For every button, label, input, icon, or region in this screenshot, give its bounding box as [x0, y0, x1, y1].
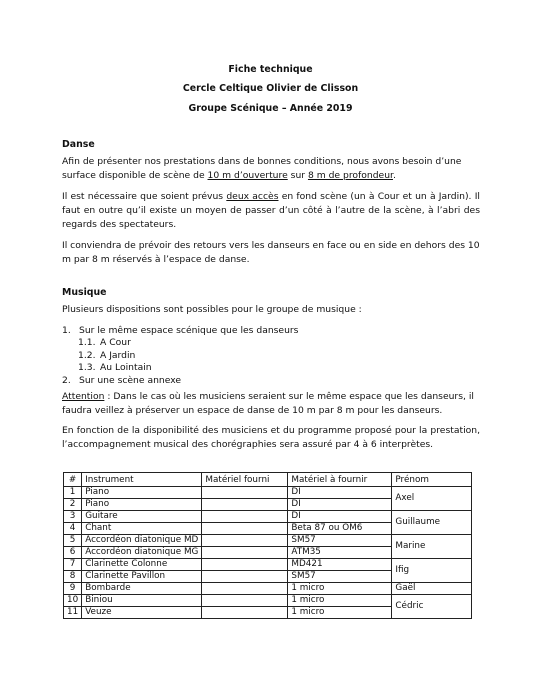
- list-text: A Cour: [100, 337, 131, 349]
- cell-instrument: Bombarde: [82, 583, 202, 595]
- list-number: 1.2.: [78, 349, 96, 361]
- cell-materiel-fourni: [202, 511, 288, 523]
- cell-instrument: Piano: [82, 487, 202, 499]
- cell-materiel-a-fournir: DI: [288, 499, 392, 511]
- cell-instrument: Accordéon diatonique MD: [82, 535, 202, 547]
- cell-materiel-a-fournir: DI: [288, 487, 392, 499]
- cell-instrument: Piano: [82, 499, 202, 511]
- table-row: [64, 583, 472, 595]
- table-row: [64, 535, 472, 547]
- text-run: sur: [287, 170, 308, 182]
- cell-materiel-fourni: [202, 571, 288, 583]
- cell-prenom: Marine: [392, 535, 472, 559]
- text-run: .: [392, 170, 396, 182]
- cell-prenom: Cédric: [392, 595, 472, 619]
- text-run: Afin de présenter nos prestations dans de bonnes conditions, nous avons besoin d’une surface disponible de scène de: [62, 156, 462, 182]
- attention-label: Attention: [62, 391, 105, 402]
- list-number: 1.1.: [78, 337, 96, 349]
- list-item: [62, 375, 482, 387]
- cell-instrument: Biniou: [82, 595, 202, 607]
- cell-materiel-fourni: [202, 535, 288, 547]
- underlined-text: 10 m d’ouverture: [207, 170, 288, 182]
- list-item: [62, 325, 482, 337]
- technical-table: [63, 472, 472, 619]
- attention-paragraph: [62, 390, 480, 418]
- cell-instrument: Veuze: [82, 607, 202, 619]
- table-row: [64, 595, 472, 607]
- cell-materiel-fourni: [202, 595, 288, 607]
- cell-num: 4: [64, 523, 82, 535]
- cell-prenom: Ifig: [392, 559, 472, 583]
- cell-materiel-a-fournir: 1 micro: [288, 607, 392, 619]
- cell-instrument: Chant: [82, 523, 202, 535]
- cell-materiel-a-fournir: 1 micro: [288, 595, 392, 607]
- cell-materiel-fourni: [202, 487, 288, 499]
- underlined-text: deux accès: [226, 191, 279, 202]
- cell-materiel-a-fournir: ATM35: [288, 547, 392, 559]
- cell-instrument: Clarinette Pavillon: [82, 571, 202, 583]
- list-text: A Jardin: [100, 349, 136, 361]
- cell-materiel-fourni: [202, 607, 288, 619]
- cell-prenom: Axel: [392, 487, 472, 511]
- underlined-text: 8 m de profondeur: [307, 170, 393, 182]
- text-run: : Dans le cas où les musiciens seraient sur le même espace que les danseurs, il faudra veillez à préserver un espace de danse de 10 m par 8 m pour les danseurs.: [62, 391, 474, 417]
- table-row: [64, 559, 472, 571]
- cell-materiel-a-fournir: SM57: [288, 535, 392, 547]
- cell-num: 8: [64, 571, 82, 583]
- cell-materiel-a-fournir: Beta 87 ou OM6: [288, 523, 392, 535]
- header-materiel-a-fournir: Matériel à fournir: [288, 473, 392, 487]
- doc-subtitle-association: Cercle Celtique Olivier de Clisson: [182, 83, 359, 94]
- cell-num: 9: [64, 583, 82, 595]
- section-heading-musique: Musique: [62, 287, 107, 298]
- doc-title: Fiche technique: [228, 64, 313, 75]
- cell-num: 11: [64, 607, 82, 619]
- musique-options-list: [62, 325, 482, 387]
- cell-num: 10: [64, 595, 82, 607]
- header-instrument: Instrument: [82, 473, 202, 487]
- danse-paragraph-2: [62, 190, 480, 233]
- cell-materiel-fourni: [202, 499, 288, 511]
- section-heading-danse: Danse: [62, 139, 95, 150]
- table-header-row: [64, 473, 472, 487]
- cell-materiel-fourni: [202, 523, 288, 535]
- list-number: 2.: [62, 374, 71, 386]
- cell-materiel-a-fournir: MD421: [288, 559, 392, 571]
- danse-paragraph-3: Il conviendra de prévoir des retours vers les danseurs en face ou en side en dehors des 10 m par 8 m réservés à l’espace de danse.: [62, 240, 480, 266]
- table-row: [64, 487, 472, 499]
- list-subitem: [62, 337, 482, 349]
- cell-num: 6: [64, 547, 82, 559]
- cell-materiel-a-fournir: DI: [288, 511, 392, 523]
- list-subitem: [62, 362, 482, 374]
- list-number: 1.3.: [78, 362, 96, 374]
- musique-intro: Plusieurs dispositions sont possibles pour le groupe de musique :: [62, 304, 362, 315]
- cell-materiel-fourni: [202, 547, 288, 559]
- danse-paragraph-1: [62, 155, 480, 183]
- cell-instrument: Clarinette Colonne: [82, 559, 202, 571]
- cell-prenom: Gaël: [392, 583, 472, 595]
- cell-materiel-a-fournir: SM57: [288, 571, 392, 583]
- header-materiel-fourni: Matériel fourni: [202, 473, 288, 487]
- cell-materiel-fourni: [202, 559, 288, 571]
- cell-num: 5: [64, 535, 82, 547]
- cell-instrument: Guitare: [82, 511, 202, 523]
- cell-materiel-fourni: [202, 583, 288, 595]
- cell-num: 2: [64, 499, 82, 511]
- musique-paragraph-last: En fonction de la disponibilité des musiciens et du programme proposé pour la prestation, l’accompagnement musical des chorégraphies sera assuré par 4 à 6 interprètes.: [62, 425, 480, 451]
- cell-prenom: Guillaume: [392, 511, 472, 535]
- text-run: Il est nécessaire que soient prévus: [62, 191, 227, 202]
- list-number: 1.: [62, 325, 71, 336]
- cell-num: 1: [64, 487, 82, 499]
- cell-instrument: Accordéon diatonique MG: [82, 547, 202, 559]
- header-prenom: Prénom: [392, 473, 472, 487]
- cell-num: 7: [64, 559, 82, 571]
- list-text: Au Lointain: [100, 362, 152, 374]
- text-run: en fond scène (un à Cour et un à Jardin). Il faut en outre qu’il existe un moyen de passer d’un côté à l’autre de la scène, à l’abri des regards des spectateurs.: [62, 191, 480, 231]
- list-subitem: [62, 350, 482, 362]
- list-text: Sur le même espace scénique que les danseurs: [79, 325, 299, 336]
- cell-materiel-a-fournir: 1 micro: [288, 583, 392, 595]
- doc-subtitle-group: Groupe Scénique – Année 2019: [188, 103, 353, 114]
- cell-num: 3: [64, 511, 82, 523]
- table-row: [64, 511, 472, 523]
- header-num: #: [64, 473, 82, 487]
- list-text: Sur une scène annexe: [79, 374, 182, 386]
